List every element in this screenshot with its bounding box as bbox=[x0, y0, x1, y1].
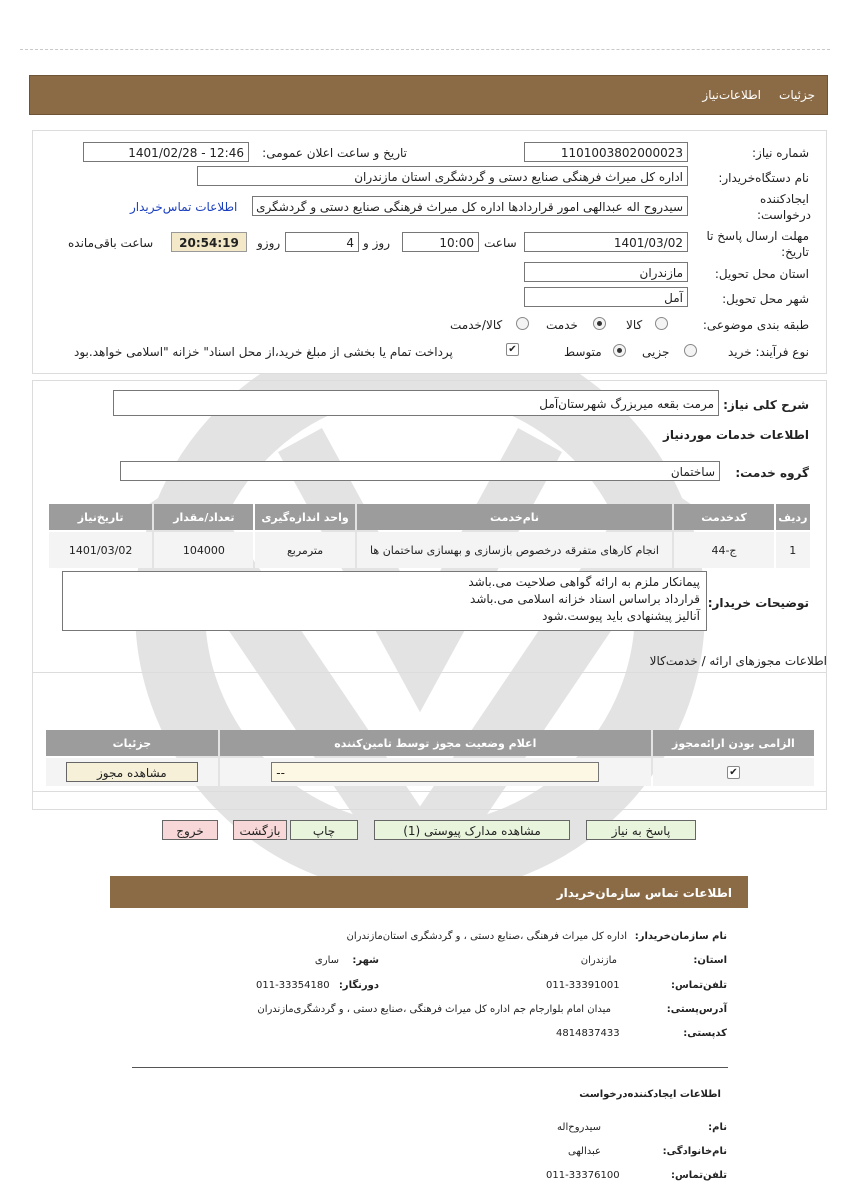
col-permit-required: الزامی بودن ارائه‌مجوز bbox=[653, 730, 814, 756]
province-label: استان محل تحویل: bbox=[714, 267, 809, 281]
deadline-time-field: 10:00 bbox=[402, 232, 479, 252]
rooz-label: روزو bbox=[257, 236, 281, 250]
creator-name-label: نام: bbox=[708, 1122, 727, 1133]
creator-info-title: اطلاعات ایجادکننده‌درخواست bbox=[579, 1089, 721, 1100]
creator-label-line1: ایجادکننده bbox=[760, 192, 809, 206]
col-date: تاریخ‌نیاز bbox=[49, 504, 152, 530]
contact-province-label: استان: bbox=[693, 955, 727, 966]
contact-title: اطلاعات تماس سازمان‌خریدار bbox=[556, 886, 732, 900]
need-number-field: 1101003802000023 bbox=[524, 142, 688, 162]
contact-phone-value: 011-33391001 bbox=[546, 980, 620, 991]
payment-note: پرداخت تمام یا بخشی از مبلغ خرید،از محل اسناد" خزانه "اسلامی خواهد.بود bbox=[74, 345, 453, 359]
permit-required-checkbox: ✔ bbox=[727, 766, 740, 779]
city-field: آمل bbox=[524, 287, 688, 307]
services-table bbox=[47, 502, 812, 570]
col-quantity: تعداد/مقدار bbox=[154, 504, 253, 530]
category-label: طبقه بندی موضوعی: bbox=[702, 318, 809, 332]
table-row bbox=[46, 758, 814, 786]
deadline-date-field: 1401/03/02 bbox=[524, 232, 688, 252]
tab-need-info[interactable]: اطلاعات‌نیاز bbox=[702, 88, 761, 102]
category-radio-service[interactable] bbox=[593, 317, 606, 330]
view-documents-button[interactable]: مشاهده مدارک پیوستی (1) bbox=[374, 820, 570, 840]
announce-label: تاریخ و ساعت اعلان عمومی: bbox=[262, 146, 407, 160]
cell-unit: مترمربع bbox=[255, 532, 354, 568]
service-group-label: گروه خدمت: bbox=[735, 466, 809, 480]
buyer-note-line: پیمانکار ملزم به ارائه گواهی صلاحیت می.باشد bbox=[468, 575, 700, 589]
page-header-bar bbox=[29, 75, 828, 115]
need-number-label: شماره نیاز: bbox=[752, 146, 809, 160]
view-permit-button[interactable]: مشاهده مجوز bbox=[66, 762, 198, 782]
buyer-notes-box bbox=[62, 571, 707, 631]
contact-header-bar bbox=[110, 876, 748, 908]
buyer-org-field: اداره کل میراث فرهنگی صنایع دستی و گردشگری استان مازندران bbox=[197, 166, 688, 186]
cell-row: 1 bbox=[776, 532, 810, 568]
exit-button[interactable]: خروج bbox=[162, 820, 218, 840]
permit-status-field[interactable]: -- bbox=[271, 762, 599, 782]
contact-fax-label: دورنگار: bbox=[338, 980, 379, 991]
category-radio-goods[interactable] bbox=[655, 317, 668, 330]
contact-postal-value: 4814837433 bbox=[556, 1028, 620, 1039]
time-label: ساعت bbox=[484, 236, 517, 250]
creator-family-value: عبدالهی bbox=[567, 1146, 601, 1157]
contact-province-value: مازندران bbox=[580, 955, 617, 966]
creator-phone-value: 011-33376100 bbox=[546, 1170, 620, 1181]
top-divider bbox=[20, 49, 830, 50]
days-label: روز و bbox=[363, 236, 390, 250]
print-button[interactable]: چاپ bbox=[290, 820, 358, 840]
contact-city-value: ساری bbox=[314, 955, 339, 966]
back-button[interactable]: بازگشت bbox=[233, 820, 287, 840]
process-label: نوع فرآیند: خرید bbox=[728, 345, 809, 359]
buyer-contact-link[interactable]: اطلاعات تماس‌خریدار bbox=[130, 200, 238, 214]
table-row bbox=[49, 532, 810, 568]
deadline-label-line1: مهلت ارسال پاسخ تا bbox=[706, 229, 809, 243]
buyer-org-label: نام دستگاه‌خریدار: bbox=[718, 171, 809, 185]
col-permit-status: اعلام وضعیت مجوز توسط تامین‌کننده bbox=[220, 730, 651, 756]
category-option-service: خدمت bbox=[546, 318, 578, 332]
remaining-time-label: ساعت باقی‌مانده bbox=[68, 236, 154, 250]
cell-date: 1401/03/02 bbox=[49, 532, 152, 568]
category-radio-goods-service[interactable] bbox=[516, 317, 529, 330]
buyer-note-line: آنالیز پیشنهادی باید پیوست.شود bbox=[542, 609, 700, 623]
payment-checkbox[interactable]: ✔ bbox=[506, 343, 519, 356]
general-desc-label: شرح کلی نیاز: bbox=[723, 398, 809, 412]
col-unit: واحد اندازه‌گیری bbox=[255, 504, 354, 530]
creator-family-label: نام‌خانوادگی: bbox=[662, 1146, 727, 1157]
days-field: 4 bbox=[285, 232, 359, 252]
process-option-minor: جزیی bbox=[642, 345, 670, 359]
permits-table bbox=[44, 728, 816, 788]
process-radio-medium[interactable] bbox=[613, 344, 626, 357]
buyer-note-line: قرارداد براساس اسناد خزانه اسلامی می.باشد bbox=[470, 592, 700, 606]
creator-phone-label: تلفن‌تماس: bbox=[670, 1170, 727, 1181]
process-option-medium: متوسط bbox=[564, 345, 602, 359]
city-label: شهر محل تحویل: bbox=[722, 292, 809, 306]
category-option-goods-service: کالا/خدمت bbox=[450, 318, 503, 332]
general-desc-field: مرمت بقعه میربزرگ شهرستان‌آمل bbox=[113, 390, 719, 416]
buyer-notes-label: توضیحات خریدار: bbox=[707, 596, 809, 610]
remaining-time-counter: 20:54:19 bbox=[171, 232, 247, 252]
col-row: ردیف bbox=[776, 504, 810, 530]
cell-code: ج-44 bbox=[674, 532, 773, 568]
org-value: اداره کل میراث فرهنگی ،صنایع دستی ، و گردشگری استان‌مازندران bbox=[346, 931, 627, 942]
contact-divider bbox=[132, 1067, 728, 1068]
deadline-label-line2: تاریخ: bbox=[781, 245, 809, 259]
tab-details[interactable]: جزئیات bbox=[779, 88, 815, 102]
category-option-goods: کالا bbox=[626, 318, 643, 332]
service-group-field: ساختمان bbox=[120, 461, 720, 481]
org-label: نام سازمان‌خریدار: bbox=[634, 931, 727, 942]
contact-postal-label: کدپستی: bbox=[683, 1028, 727, 1039]
contact-city-label: شهر: bbox=[352, 955, 379, 966]
permits-title: اطلاعات مجوزهای ارائه / خدمت‌کالا bbox=[649, 654, 827, 668]
province-field: مازندران bbox=[524, 262, 688, 282]
cell-name: انجام کارهای متفرقه درخصوص بازسازی و بهسازی ساختمان ها bbox=[357, 532, 673, 568]
col-name: نام‌خدمت bbox=[357, 504, 673, 530]
creator-label-line2: درخواست: bbox=[757, 208, 811, 222]
reply-button[interactable]: پاسخ به نیاز bbox=[586, 820, 696, 840]
contact-address-label: آدرس‌پستی: bbox=[666, 1004, 727, 1015]
cell-quantity: 104000 bbox=[154, 532, 253, 568]
contact-address-value: میدان امام بلوارجام جم اداره کل میراث فرهنگی ،صنایع دستی ، و گردشگری‌مازندران bbox=[257, 1004, 611, 1015]
col-code: کدخدمت bbox=[674, 504, 773, 530]
creator-field: سیدروح اله عبدالهی امور قراردادها اداره کل میراث فرهنگی صنایع دستی و گردشگری bbox=[252, 196, 688, 216]
announce-date-field: 1401/02/28 - 12:46 bbox=[83, 142, 249, 162]
process-radio-minor[interactable] bbox=[684, 344, 697, 357]
contact-fax-value: 011-33354180 bbox=[256, 980, 330, 991]
services-title: اطلاعات خدمات موردنیاز bbox=[662, 428, 809, 442]
creator-name-value: سیدروح‌اله bbox=[557, 1122, 601, 1133]
contact-phone-label: تلفن‌تماس: bbox=[670, 980, 727, 991]
col-permit-details: جزئیات bbox=[46, 730, 218, 756]
